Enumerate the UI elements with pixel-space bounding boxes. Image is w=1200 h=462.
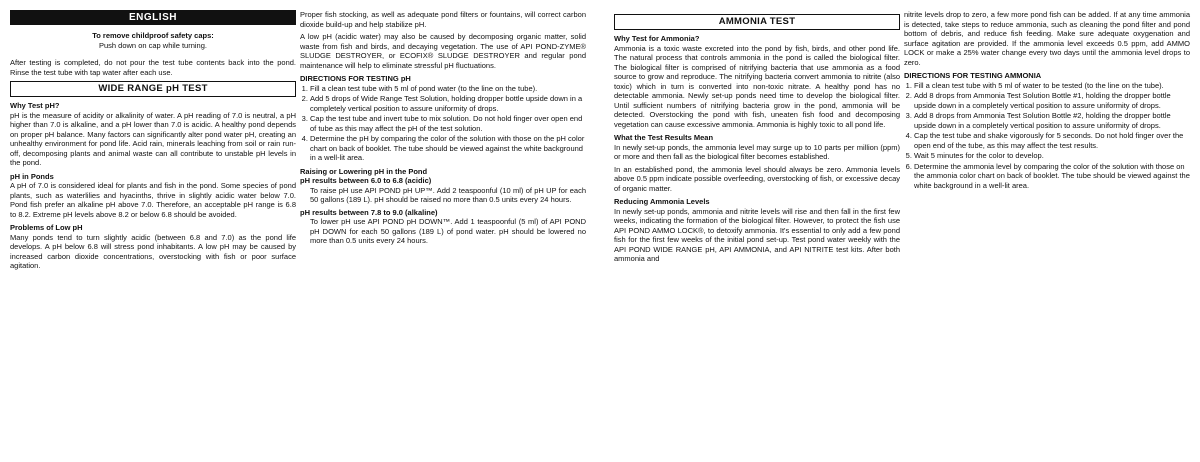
ammonia-directions-heading: DIRECTIONS FOR TESTING AMMONIA: [904, 71, 1042, 80]
why-ammonia-heading: Why Test for Ammonia?: [614, 34, 700, 43]
raising-lowering-heading: Raising or Lowering pH in the Pond: [300, 166, 428, 176]
wide-range-heading: WIDE RANGE pH TEST: [10, 81, 296, 97]
low-ph-cause-text: A low pH (acidic water) may also be caused by decomposing organic matter, solid waste from fish and birds, and decaying vegetation. The use of API POND-ZYME® SLUDGE DESTROYER, or ECOFIX® SLUDGE DESTROYER and regular pond maintenance will help to eliminate stressful pH fluctuations.: [300, 32, 586, 70]
ph-directions-list: [300, 84, 586, 163]
why-ph-heading: Why Test pH?: [10, 101, 60, 110]
ph-direction-step: 1. Fill a clean test tube with 5 ml of pond water (to the line on the tube).: [310, 84, 586, 94]
reducing-text: In newly set-up ponds, ammonia and nitrite levels will rise and then fall in the first few weeks, indicating the formation of the biological filter. However, to protect the fish use API POND AMMO LOCK®, to detoxify ammonia. It's essential to only add a few pond fish for the first few weeks of the initial pond set-up. Test pond water weekly with the API POND WIDE RANGE pH, API AMMONIA, and API NITRITE test kits. After both ammonia and: [614, 206, 900, 263]
language-banner: ENGLISH: [10, 10, 296, 25]
ammonia-direction-step: 6. Determine the ammonia level by comparing the color of the solution with those on the ammonia color chart on back of booklet. The tube should be viewed against the white background in a well-lit area.: [914, 162, 1190, 191]
ph-direction-step: 3. Cap the test tube and invert tube to mix solution. Do not hold finger over open end of tube as this may affect the pH of the test solution.: [310, 114, 586, 133]
ph-directions-heading: DIRECTIONS FOR TESTING pH: [300, 74, 411, 83]
why-ph-text: pH is the measure of acidity or alkalinity of water. A pH reading of 7.0 is neutral, a pH higher than 7.0 is alkaline, and a pH lower than 7.0 is acidic. A healthy pond depends on proper pH balance. Many factors can significantly alter pond water pH, creating an unhealthy environment for pond life. Acid rain, minerals leaching from soil or rain run-off, decomposing plants and animal waste can all contribute to unstable pH levels in the pond.: [10, 110, 296, 167]
ph-ponds-heading: pH in Ponds: [10, 171, 54, 181]
left-page: [0, 0, 596, 462]
reducing-heading: Reducing Ammonia Levels: [614, 197, 710, 206]
fish-stocking-text: Proper fish stocking, as well as adequate pond filters or fountains, will correct carbon dioxide build-up and help stabilize pH.: [300, 10, 586, 29]
ammonia-heading: AMMONIA TEST: [614, 14, 900, 30]
low-ph-heading: Problems of Low pH: [10, 223, 83, 232]
results-heading: What the Test Results Mean: [614, 133, 714, 142]
ammonia-direction-step: 4. Cap the test tube and shake vigorously for 5 seconds. Do not hold finger over the open end of the tube, as this may affect the test results.: [914, 131, 1190, 150]
ammonia-direction-step: 1. Fill a clean test tube with 5 ml of water to be tested (to the line on the tube).: [914, 81, 1190, 91]
low-ph-text: Many ponds tend to turn slightly acidic (between 6.8 and 7.0) as the pond life develops. A pH below 6.8 will stress pond inhabitants. A low pH may be caused by increased carbon dioxide concentrations, overstocking with fish or poor surface agitation.: [10, 232, 296, 270]
left-column-2: [300, 10, 586, 249]
ph-ponds-text: A pH of 7.0 is considered ideal for plants and fish in the pond. Some species of pond plants, such as waterlilies and hyacinths, thrive in slightly acidic water below 7.0. Pond fish prefer an alkaline pH above 7.0. Therefore, an acceptable pH range is 6.8 to 8.2. Extreme pH levels above 8.2 or below 6.8 should be avoided.: [10, 181, 296, 219]
right-page: [604, 0, 1200, 462]
right-column-1: [614, 10, 900, 267]
ammonia-direction-step: 5. Wait 5 minutes for the color to develop.: [914, 151, 1190, 161]
acidic-heading: pH results between 6.0 to 6.8 (acidic): [300, 176, 432, 185]
alkaline-heading: pH results between 7.8 to 9.0 (alkaline): [300, 207, 438, 217]
left-column-1: [10, 10, 296, 274]
continued-text: nitrite levels drop to zero, a few more pond fish can be added. If at any time ammonia is detected, take steps to reduce ammonia, such as cleaning the pond filter and pond bottom of debris, and reduce fish feeding. Make sure adequate oxygenation and surface agitation are provided. If the ammonia level exceeds 0.5 ppm, add AMMO LOCK or make a 25% water change every two days until the ammonia level drops to zero.: [904, 10, 1190, 67]
results-text-2: In an established pond, the ammonia level should always be zero. Ammonia levels above 0.5 ppm indicate possible overfeeding, overstocking of fish, or excessive decay of organic matter.: [614, 164, 900, 193]
right-column-2: [904, 10, 1190, 193]
alkaline-text: To lower pH use API POND pH DOWN™. Add 1 teaspoonful (5 ml) of API POND pH DOWN for each 50 gallons (189 L) of pond water. pH should be lowered no more than 0.5 units every 24 hours.: [310, 217, 586, 245]
cap-text: Push down on cap while turning.: [99, 40, 207, 50]
ph-direction-step: 2. Add 5 drops of Wide Range Test Solution, holding dropper bottle upside down in a completely vertical position to assure uniformity of drops.: [310, 94, 586, 113]
ammonia-direction-step: 3. Add 8 drops from Ammonia Test Solution Bottle #2, holding the dropper bottle upside down in a completely vertical position to assure uniformity of drops.: [914, 111, 1190, 130]
after-testing-text: After testing is completed, do not pour the test tube contents back into the pond. Rinse the test tube with tap water after each use.: [10, 58, 296, 77]
ammonia-direction-step: 2. Add 8 drops from Ammonia Test Solution Bottle #1, holding the dropper bottle upside down in a completely vertical position to assure uniformity of drops.: [914, 91, 1190, 110]
ph-direction-step: 4. Determine the pH by comparing the color of the solution with those on the pH color chart on back of booklet. The tube should be viewed against the white background in a well-lit area.: [310, 134, 586, 163]
cap-heading: To remove childproof safety caps:: [92, 31, 214, 40]
ammonia-directions-list: [904, 81, 1190, 191]
acidic-text: To raise pH use API POND pH UP™. Add 2 teaspoonful (10 ml) of pH UP for each 50 gallons (189 L). pH should be raised no more than 0.5 units every 24 hours.: [310, 185, 586, 204]
why-ammonia-text: Ammonia is a toxic waste excreted into the pond by fish, birds, and other pond life. The natural process that controls ammonia in the pond is called the biological filter. The biological filter is comprised of nitrifying bacteria that use ammonia as a food source to grow and reproduce. The nitrifying bacteria convert ammonia to nitrite (also toxic) which in turn is converted into non-toxic nitrate. A healthy pond has no detectable ammonia. Newly set-up ponds need time to develop the biological filter. Until sufficient numbers of nitrifying bacteria grow in the pond, ammonia will be detected. Overstocking the pond with fish, uneaten fish food and decomposing vegetation can cause excessive ammonia. Ammonia is highly toxic to all pond life.: [614, 43, 900, 129]
results-text-1: In newly set-up ponds, the ammonia level may surge up to 10 parts per million (ppm) or more and then fall as the biological filter becomes established.: [614, 142, 900, 161]
